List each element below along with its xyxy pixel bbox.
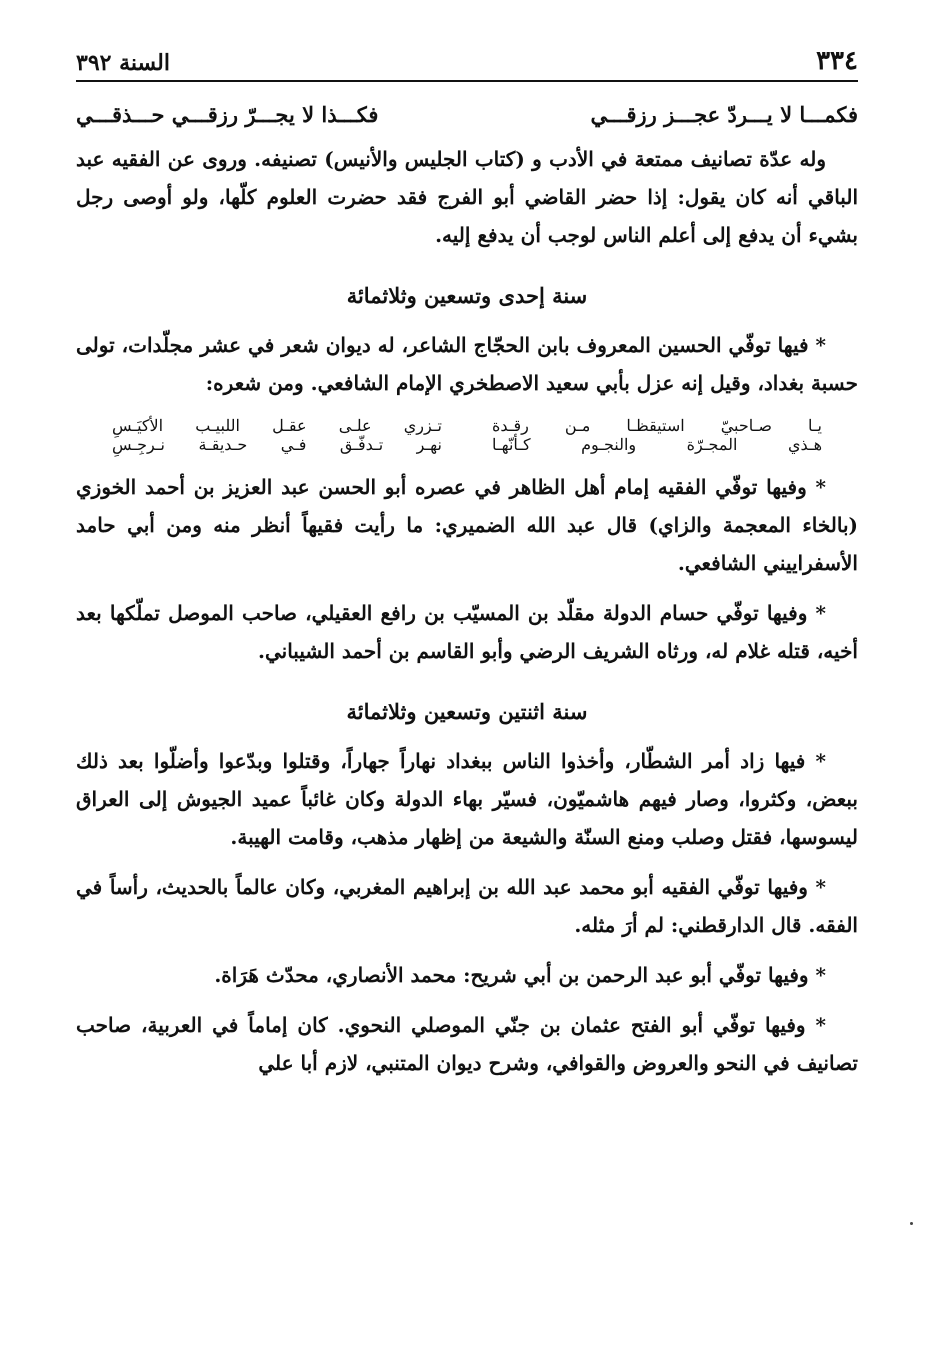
section-title-391: سنة إحدى وتسعين وثلاثمائة xyxy=(346,283,588,308)
paragraph: وله عدّة تصانيف ممتعة في الأدب و (كتاب الجليس والأنيس) تصنيفه. وروى عن الفقيه عبد الباقي أنه كان يقول: إذا حضر القاضي أبو الفرج فقد حضرت العلوم كلّها، ولو أوصى رجل بشيء أن يدفع إلى أعلم الناس لوجب أن يدفع إليه. xyxy=(76,147,858,247)
paragraph: * وفيها توفّي الفقيه أبو محمد عبد الله بن إبراهيم المغربي، وكان عالماً بالحديث، رأساً في الفقه. قال الدارقطني: لم أرَ مثله. xyxy=(76,875,858,937)
poem-hemistich: يـا صـاحبيّ استيقظـا مـن رقـدة xyxy=(492,416,822,435)
page-number: ٣٣٤ xyxy=(816,46,858,76)
paragraph: * وفيها توفّي الفقيه إمام أهل الظاهر في عصره أبو الحسن عبد العزيز بن أحمد الخوزي (بالخاء المعجمة والزاي) قال عبد الله الضميري: ما رأيت فقيهاً أنظر منه ومن أبي حامد الأسفراييني الشافعي. xyxy=(76,475,858,575)
paragraph: * وفيها توفّي أبو الفتح عثمان بن جنّي الموصلي النحوي. كان إماماً في العربية، صاحب تصانيف في النحو والعروض والقوافي، وشرح ديوان المتنبي، لازم أبا علي xyxy=(76,1013,858,1075)
poem-hemistich: نهـر تـدفّـق فـي حـديقـة نـرجِـسِ xyxy=(112,435,442,454)
page-header xyxy=(76,36,858,82)
verse-hemistich-left: فكـــذا لا يجـــرّ رزقـــي حـــذقـــي xyxy=(76,102,379,127)
running-head: السنة ٣٩٢ xyxy=(76,50,170,76)
section-title-392: سنة اثنتين وتسعين وثلاثمائة xyxy=(346,699,588,724)
opening-verse xyxy=(76,96,858,134)
margin-mark xyxy=(910,1222,913,1225)
poem-hemistich: تـزري علـى عقـل اللبيـب الأكيَـسِ xyxy=(112,416,442,435)
verse-hemistich-right: فكمـــا لا يـــردّ عجـــز رزقـــي xyxy=(590,102,858,127)
paragraph: * فيها توفّي الحسين المعروف بابن الحجّاج الشاعر، له ديوان شعر في عشر مجلّدات، تولى حسبة بغداد، وقيل إنه عزل بأبي سعيد الاصطخري الإمام الشافعي. ومن شعره: xyxy=(76,333,858,395)
poem xyxy=(76,416,858,454)
poem-hemistich: هـذي المجـرّة والنجـوم كـأنّهـا xyxy=(492,435,822,454)
paragraph: * وفيها توفّي حسام الدولة مقلّد بن المسيّب بن رافع العقيلي، صاحب الموصل تملّكها بعد أخيه، قتله غلام له، ورثاه الشريف الرضي وأبو القاسم بن أحمد الشيباني. xyxy=(76,601,858,663)
poem-line xyxy=(76,435,858,454)
paragraph: * وفيها توفّي أبو عبد الرحمن بن أبي شريح: محمد الأنصاري، محدّث هَرَاة. xyxy=(214,963,826,987)
poem-line xyxy=(76,416,858,435)
paragraph: * فيها زاد أمر الشطّار، وأخذوا الناس ببغداد نهاراً جهاراً، وقتلوا وبدّعوا وأضلّوا بعد ذلك ببعض، وكثروا، وصار فيهم هاشميّون، فسيّر بهاء الدولة وكان غائباً عميد الجيوش إلى العراق ليسوسها، فقتل وصلب ومنع السنّة والشيعة من إظهار مذهب، وقامت الهيبة. xyxy=(76,749,858,849)
